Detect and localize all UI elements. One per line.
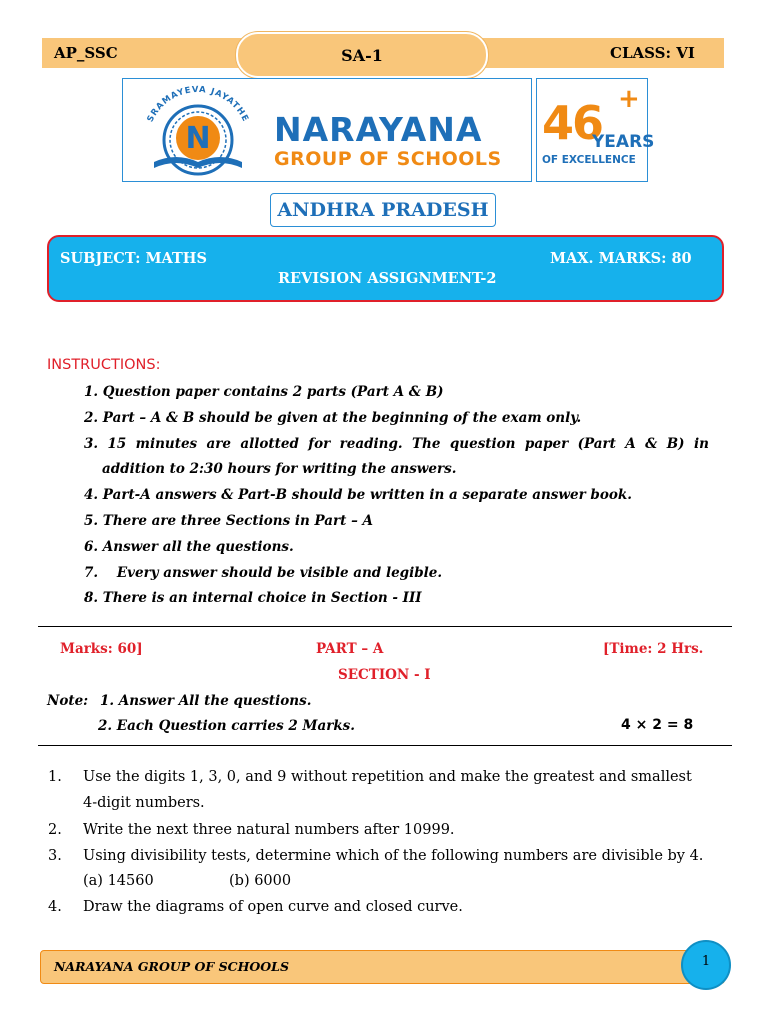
years-subtext: OF EXCELLENCE <box>542 154 636 166</box>
years-number: 46 <box>542 96 603 150</box>
page-number-badge <box>681 940 731 990</box>
part-time: [Time: 2 Hrs. <box>603 641 704 657</box>
class-label: CLASS: VI <box>610 44 695 62</box>
question-option: (b) 6000 <box>229 873 292 889</box>
years-plus: + <box>618 84 640 114</box>
section-title: SECTION - I <box>338 667 431 683</box>
instruction-item: 5. There are three Sections in Part – A <box>84 513 374 529</box>
subject-label: SUBJECT: MATHS <box>60 250 207 267</box>
question-number: 2. <box>48 822 62 838</box>
logo-motto: SRAMAYEVA JAYATHE <box>145 84 251 124</box>
logo-letter: N <box>185 121 211 156</box>
question-text: Use the digits 1, 3, 0, and 9 without repetition and make the greatest and smallest <box>83 769 692 785</box>
page-number: 1 <box>701 954 711 969</box>
brand-subtitle: GROUP OF SCHOOLS <box>274 148 502 170</box>
note-label: Note: <box>47 693 89 709</box>
question-text: Using divisibility tests, determine which of the following numbers are divisible by 4. <box>83 848 704 864</box>
board-label: AP_SSC <box>54 44 118 62</box>
question-number: 4. <box>48 899 62 915</box>
marks-formula: 4 × 2 = 8 <box>621 717 694 733</box>
instruction-item: addition to 2:30 hours for writing the answers. <box>102 461 457 477</box>
max-marks-label: MAX. MARKS: 80 <box>550 250 692 267</box>
footer-text: NARAYANA GROUP OF SCHOOLS <box>54 959 289 974</box>
instruction-item: 2. Part – A & B should be given at the beginning of the exam only. <box>84 410 582 426</box>
exam-pill <box>236 32 488 78</box>
instruction-item: 8. There is an internal choice in Section - III <box>84 590 422 606</box>
question-option: (a) 14560 <box>83 873 154 889</box>
instruction-item: 3. 15 minutes are allotted for reading. The question paper (Part A & B) in <box>84 436 709 452</box>
question-text: Write the next three natural numbers after 10999. <box>83 822 455 838</box>
logo-emblem-icon <box>134 84 264 176</box>
part-marks: Marks: 60] <box>60 641 143 657</box>
question-text: Draw the diagrams of open curve and closed curve. <box>83 899 463 915</box>
question-number: 1. <box>48 769 62 785</box>
instruction-item: 7. Every answer should be visible and legible. <box>84 565 443 581</box>
divider <box>38 626 732 627</box>
note-item: 2. Each Question carries 2 Marks. <box>98 718 355 734</box>
state-label <box>270 193 496 227</box>
divider <box>38 745 732 746</box>
brand-name: NARAYANA <box>274 110 483 149</box>
instruction-item: 6. Answer all the questions. <box>84 539 294 555</box>
subject-banner <box>47 235 724 302</box>
instruction-item: 4. Part-A answers & Part-B should be written in a separate answer book. <box>84 487 632 503</box>
instruction-item: 1. Question paper contains 2 parts (Part A & B) <box>84 384 444 400</box>
exam-label: SA-1 <box>341 45 383 65</box>
question-number: 3. <box>48 848 62 864</box>
state-text: ANDHRA PRADESH <box>277 199 489 221</box>
note-item: 1. Answer All the questions. <box>100 693 312 709</box>
assignment-title: REVISION ASSIGNMENT-2 <box>278 270 497 287</box>
instructions-title: INSTRUCTIONS: <box>47 357 161 373</box>
part-title: PART – A <box>316 641 384 657</box>
question-text: 4-digit numbers. <box>83 795 205 811</box>
years-text: YEARS <box>592 132 655 152</box>
